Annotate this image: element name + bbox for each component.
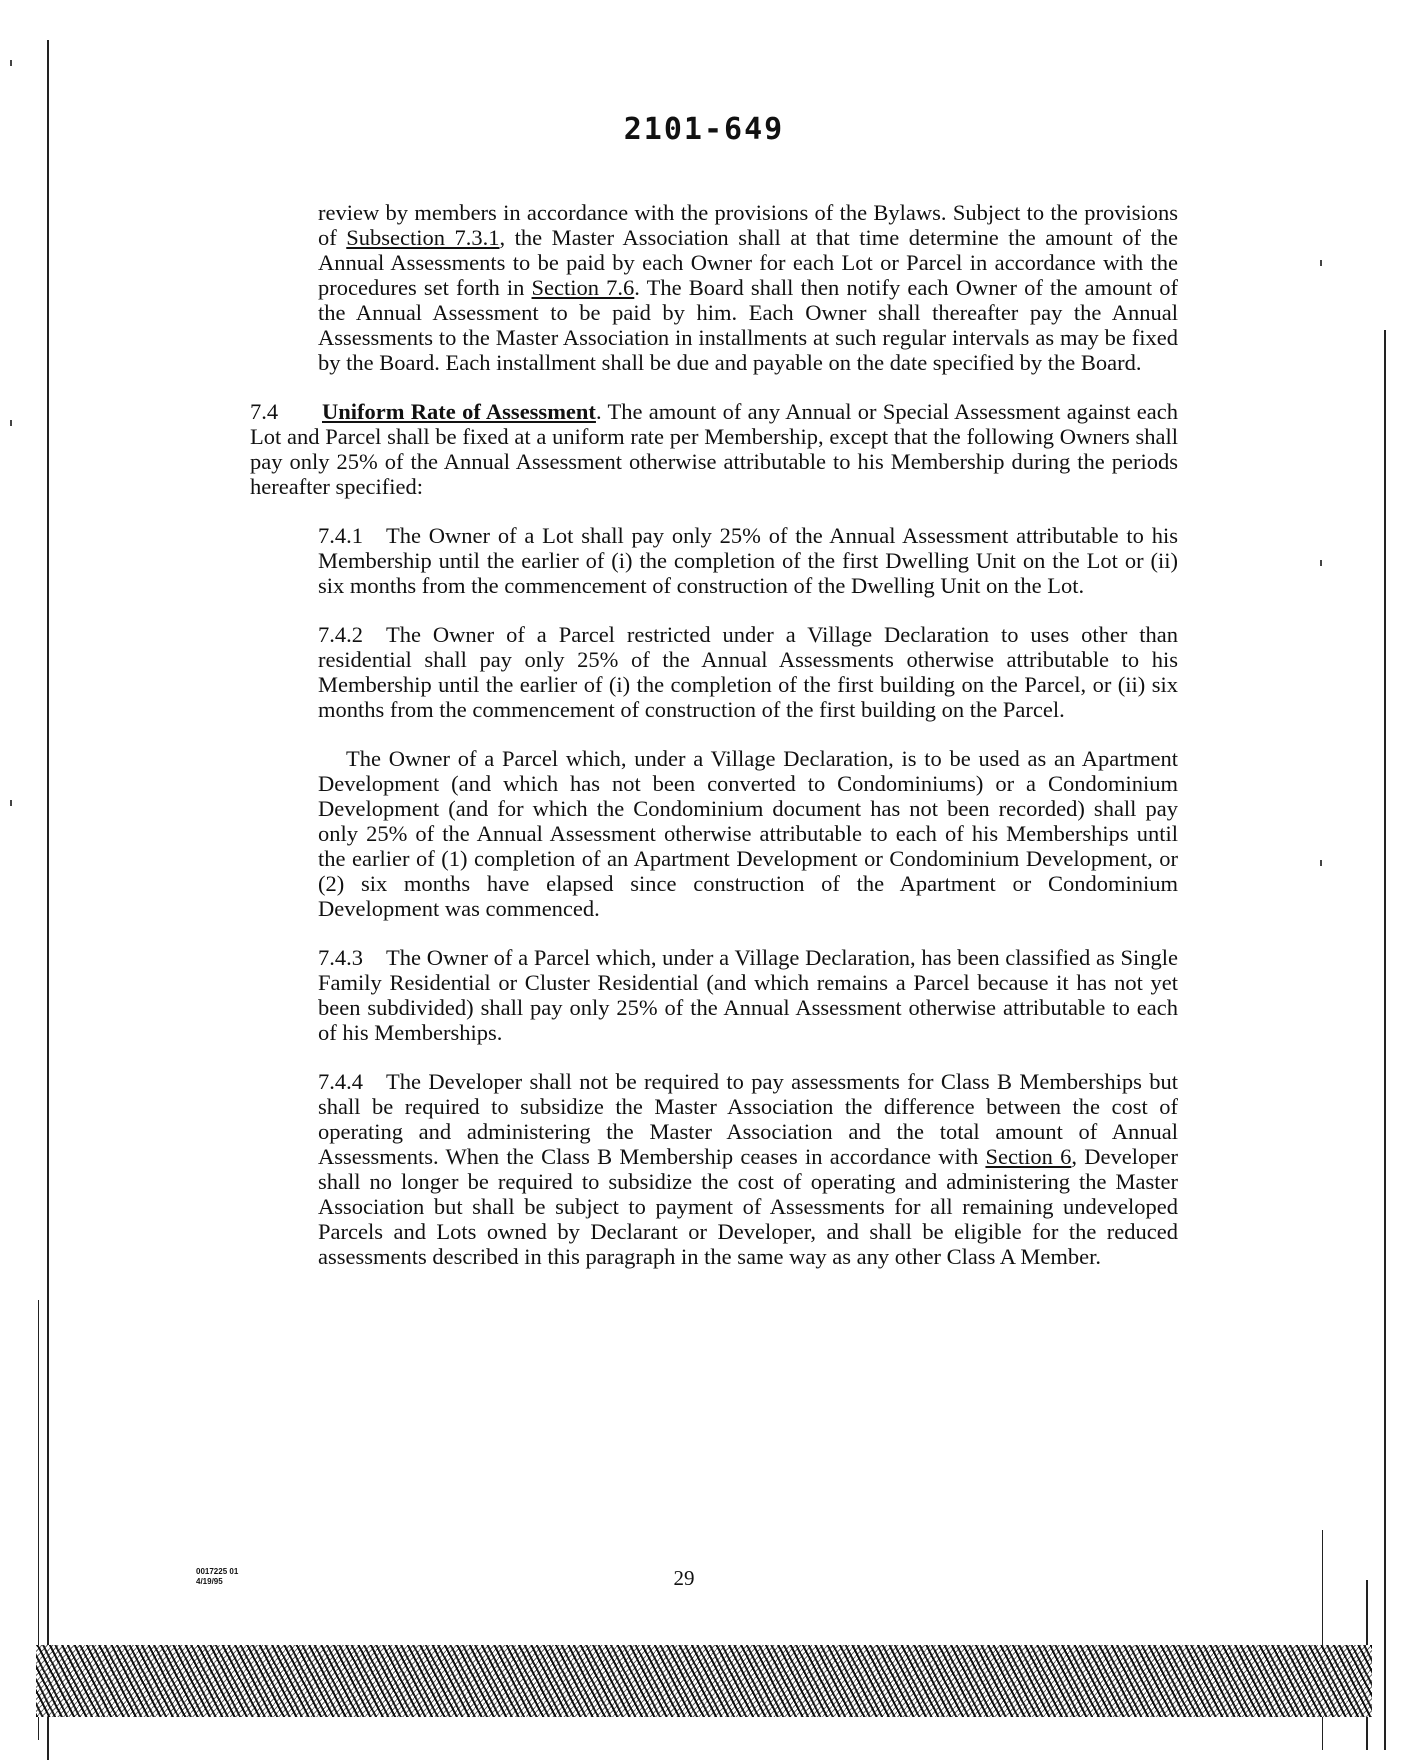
paragraph-continuation	[318, 200, 1178, 375]
text-run: , the Master Association shall at that time determine the amount of the Annual Assessments to be paid by each Owner for each Lot or Parcel in accordance with the procedures set forth in	[318, 225, 1178, 300]
section-7-6-link: Section 7.6	[531, 275, 635, 300]
apartment-paragraph: The Owner of a Parcel which, under a Village Declaration, is to be used as an Apartment Development (and which has not been converted to Condominiums) or a Condominium Development (and for which the Condominium document has not been recorded) shall pay only 25% of the Annual Assessment otherwise attributable to each of his Memberships until the earlier of (1) completion of an Apartment Development or Condominium Development, or (2) six months have elapsed since construction of the Apartment or Condominium Development was commenced.	[318, 746, 1178, 921]
scan-edge-right-bottom-inner	[1322, 1530, 1323, 1750]
scan-speck	[1320, 560, 1322, 566]
scan-speck	[10, 420, 12, 426]
section-heading: Uniform Rate of Assessment	[322, 399, 596, 424]
text-run: . The amount of any Annual or Special Assessment against each Lot and Parcel shall be fixed at a uniform rate per Membership, except that the following Owners shall pay only 25% of the Annual Assessment otherwise attributable to his Membership during the periods hereafter specified:	[250, 399, 1178, 499]
subsection-7-4-2	[318, 622, 1178, 722]
section-number: 7.4	[250, 399, 279, 424]
subsection-number: 7.4.4	[318, 1069, 363, 1094]
scan-speck	[10, 60, 12, 66]
section-7-4	[250, 399, 1178, 499]
subsection-number: 7.4.3	[318, 945, 363, 970]
subsection-7-4-1	[318, 523, 1178, 598]
text-run: , Developer shall no longer be required to subsidize the cost of operating and administering the Master Association but shall be subject to payment of Assessments for all remaining undeveloped Parcels and Lots owned by Declarant or Developer, and shall be eligible for the reduced assessments described in this paragraph in the same way as any other Class A Member.	[318, 1144, 1178, 1269]
text-run: The Owner of a Lot shall pay only 25% of the Annual Assessment attributable to his Membership until the earlier of (i) the completion of the first Dwelling Unit on the Lot or (ii) six months from the commencement of construction of the Dwelling Unit on the Lot.	[318, 523, 1178, 598]
subsection-7-4-3	[318, 945, 1178, 1045]
document-body	[250, 200, 1178, 1269]
subsection-number: 7.4.2	[318, 622, 363, 647]
doc-date: 4/19/95	[196, 1577, 223, 1586]
subsection-7-4-4	[318, 1069, 1178, 1269]
text-run: The Developer shall not be required to pay assessments for Class B Memberships but shall be required to subsidize the Master Association the difference between the cost of operating and administering the Master Association and the total amount of Annual Assessments. When the Class B Membership ceases in accordance with	[318, 1069, 1178, 1169]
section-6-link: Section 6	[985, 1144, 1072, 1169]
scan-noise-band	[36, 1645, 1372, 1717]
scan-edge-right	[1384, 330, 1386, 1750]
scan-speck	[1320, 260, 1322, 266]
doc-code: 0017225 01	[196, 1567, 239, 1576]
page-stamp-number: 2101-649	[623, 112, 785, 147]
subsection-number: 7.4.1	[318, 523, 363, 548]
text-run: The Owner of a Parcel restricted under a Village Declaration to uses other than residential shall pay only 25% of the Annual Assessments otherwise attributable to his Membership until the earlier of (i) the completion of the first building on the Parcel, or (ii) six months from the commencement of construction of the first building on the Parcel.	[318, 622, 1178, 722]
text-run: review by members in accordance with the provisions of the Bylaws. Subject to the provisions of	[318, 200, 1178, 250]
subsection-7-3-1-link: Subsection 7.3.1	[346, 225, 500, 250]
text-run: The Owner of a Parcel which, under a Village Declaration, has been classified as Single Family Residential or Cluster Residential (and which remains a Parcel because it has not yet been subdivided) shall pay only 25% of the Annual Assessment otherwise attributable to each of his Memberships.	[318, 945, 1178, 1045]
text-run: . The Board shall then notify each Owner of the amount of the Annual Assessment to be paid by him. Each Owner shall thereafter pay the Annual Assessments to the Master Association in installments at such regular intervals as may be fixed by the Board. Each installment shall be due and payable on the date specified by the Board.	[318, 275, 1178, 375]
scan-speck	[10, 800, 12, 806]
scan-speck	[1320, 860, 1322, 866]
scan-edge-left	[47, 40, 49, 1760]
page-number: 29	[673, 1566, 695, 1590]
